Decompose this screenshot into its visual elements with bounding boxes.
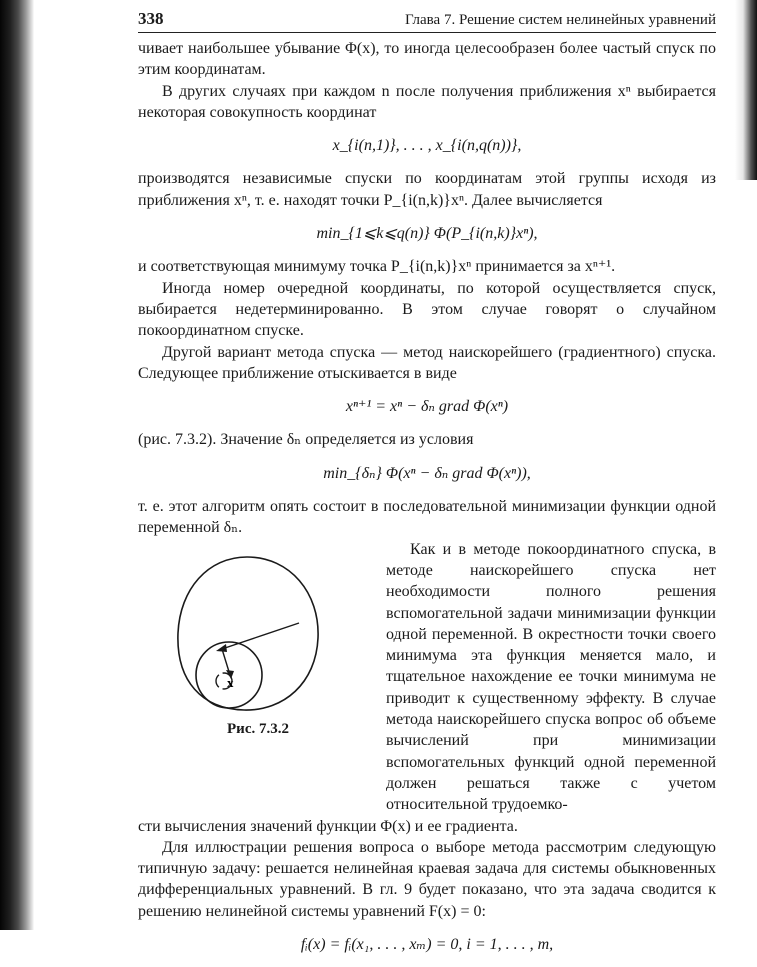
page-edge-shadow xyxy=(735,0,757,180)
arrow-head-icon xyxy=(216,644,227,652)
formula-min-delta: min_{δₙ} Φ(xⁿ − δₙ grad Φ(xⁿ)), xyxy=(323,464,531,482)
paragraph: Другой вариант метода спуска — метод наискорейшего (градиентного) спуска. Следующее приближение отыскивается в виде xyxy=(138,343,716,382)
paragraph: и соответствующая минимуму точка P_{i(n,k)}xⁿ принимается за xⁿ⁺¹. xyxy=(138,258,616,276)
running-head: Глава 7. Решение систем нелинейных уравнений xyxy=(404,12,716,28)
formula-system: fᵢ(x) = fᵢ(x₁, . . . , xₘ) = 0, i = 1, . . . , m, xyxy=(300,935,554,953)
page-number: 338 xyxy=(138,9,164,28)
figure-side-text: Как и в методе покоординатного спуска, в методе наискорейшего спуска нет необходимости полного решения вспомогательной задачи минимизации функции одной переменной. В окрестности точки своего минимума эта функция меняется мало, и тщательное нахождение ее точки минимума не приводит к существенному эффекту. В случае метода наискорейшего спуска вопрос об объеме вычислений при минимизации вспомогательных функций одной переменной должен решаться также с учетом относительной трудоемко- xyxy=(386,540,716,814)
paragraph: производятся независимые спуски по координатам этой группы исходя из приближения xⁿ, т. е. находят точки P_{i(n,k)}xⁿ. Далее вычисляется xyxy=(138,170,716,209)
figure-caption: Рис. 7.3.2 xyxy=(227,720,289,737)
book-binding-shadow xyxy=(0,0,34,930)
formula-coordinates: x_{i(n,1)}, . . . , x_{i(n,q(n))}, xyxy=(332,137,522,155)
paragraph: (рис. 7.3.2). Значение δₙ определяется из условия xyxy=(138,431,474,449)
figure-block xyxy=(138,539,716,816)
paragraph: т. е. этот алгоритм опять состоит в последовательной минимизации функции одной переменной δₙ. xyxy=(138,498,716,537)
level-curves-diagram xyxy=(172,553,322,713)
paragraph: Для иллюстрации решения вопроса о выборе метода рассмотрим следующую типичную задачу: решается нелинейная краевая задача для системы обыкновенных дифференциальных уравнений. В гл. 9 будет показано, что эта задача сводится к решению нелинейной системы уравнений F(x) = 0: xyxy=(138,838,716,920)
paragraph: чивает наибольшее убывание Φ(x), то иногда целесообразен более частый спуск по этим координатам. xyxy=(138,40,716,79)
gradient-step-line xyxy=(222,623,299,649)
paragraph: сти вычисления значений функции Φ(x) и ее градиента. xyxy=(138,817,518,835)
figure xyxy=(138,539,386,816)
minimum-point-label: x xyxy=(227,674,234,690)
page-body xyxy=(138,38,716,967)
paragraph: Иногда номер очередной координаты, по которой осуществляется спуск, выбирается недетерминированно. В этом случае говорят о случайном покоординатном спуске. xyxy=(138,279,716,340)
paragraph: В других случаях при каждом n после получения приближения xⁿ выбирается некоторая совокупность координат xyxy=(138,82,716,121)
formula-gradient-step: xⁿ⁺¹ = xⁿ − δₙ grad Φ(xⁿ) xyxy=(345,398,509,416)
page-header xyxy=(138,4,716,33)
formula-min: min_{1⩽k⩽q(n)} Φ(P_{i(n,k)}xⁿ), xyxy=(316,225,538,243)
